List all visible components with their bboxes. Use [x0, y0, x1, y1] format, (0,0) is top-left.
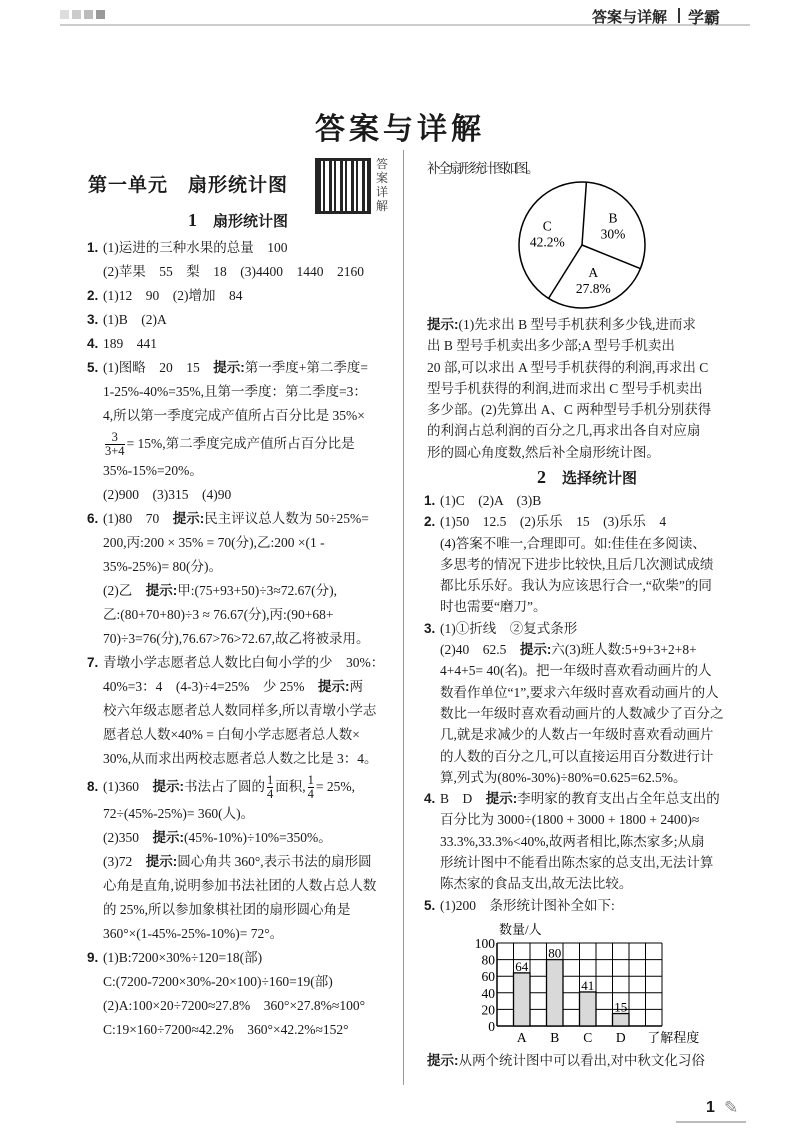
bar-d — [613, 1014, 630, 1026]
qr-code-icon[interactable] — [315, 158, 371, 214]
answer-text: (1)80 70 — [103, 511, 173, 526]
text-line — [427, 873, 747, 894]
hint-label: 提示: — [172, 511, 205, 526]
text-line — [90, 850, 395, 874]
hint-label: 提示: — [145, 854, 178, 869]
x-tick-label: C — [583, 1030, 593, 1045]
header-square — [60, 10, 69, 19]
hint-text: 六(3)班人数:5+9+3+2+8+ — [551, 642, 697, 658]
pencil-icon: ✎ — [724, 1098, 739, 1117]
text-line — [90, 404, 395, 428]
answer-text: (1)图略 20 15 — [103, 360, 214, 375]
text-line — [427, 399, 747, 420]
numerator: 3 — [111, 430, 118, 445]
hint-text: 第一季度+第二季度= — [244, 360, 368, 375]
question-number: 5. — [424, 897, 436, 913]
question-number: 3. — [424, 620, 436, 636]
hint-text: 甲:(75+93+50)÷3≈72.67(分), — [177, 583, 338, 598]
pie-slice-label: A — [588, 264, 599, 280]
hint-label: 提示: — [213, 360, 245, 375]
header-square — [84, 10, 93, 19]
question-number: 9. — [87, 950, 99, 965]
answer-text: (1)①折线 ②复式条形 — [440, 620, 578, 636]
answer-text: 70)÷3=76(分),76.67>76>72.67,故乙将被录用。 — [103, 631, 370, 646]
text-line — [90, 747, 395, 771]
answer-text: 的利润占总利润的百分之几,再求出各自对应扇 — [427, 423, 701, 439]
question-number: 1. — [424, 493, 436, 508]
y-tick-label: 0 — [488, 1019, 495, 1034]
column-divider — [403, 150, 404, 1085]
answer-text: 都比乐乐好。我认为应该思行合一,“砍柴”的同 — [440, 578, 712, 594]
hint-label: 提示: — [318, 679, 350, 694]
numerator: 1 — [267, 773, 274, 788]
question-number: 7. — [87, 655, 99, 670]
section-number: 1 — [187, 210, 197, 230]
text-line — [90, 826, 395, 850]
hint-text: 从两个统计图中可以看出,对中秋文化习俗 — [458, 1053, 705, 1068]
x-tick-label: D — [615, 1030, 626, 1045]
text-line — [427, 809, 747, 830]
denominator: 4 — [307, 787, 314, 802]
text-line — [90, 874, 395, 898]
answer-text: 360°×(1-45%-25%-10%)= 72°。 — [103, 926, 284, 941]
text-line — [90, 603, 395, 627]
text-line — [87, 236, 395, 260]
hint-label: 提示: — [152, 779, 184, 794]
question-number: 3. — [87, 312, 99, 327]
hint-text: (45%-10%)÷10%=350%。 — [184, 830, 332, 845]
answer-text: 35%-15%=20%。 — [103, 463, 203, 478]
answer-text: (1)50 12.5 (2)乐乐 15 (3)乐乐 4 — [440, 514, 667, 530]
text-line — [90, 428, 395, 459]
text-line — [427, 420, 747, 441]
text-line — [90, 699, 395, 723]
answer-text: 20 部,可以求出 A 型号手机获得的利润,再求出 C — [427, 359, 709, 375]
text-line — [90, 459, 395, 483]
question-number: 1. — [87, 240, 99, 255]
bar-c — [580, 992, 597, 1026]
text-line — [427, 357, 747, 378]
answer-text: 心角是直角,说明参加书法社团的人数占总人数 — [103, 878, 377, 893]
answer-text: (3)72 — [103, 854, 146, 869]
text-line — [90, 970, 395, 994]
question-number: 2. — [87, 288, 99, 303]
bar-chart — [455, 921, 715, 1045]
header-divider — [678, 8, 680, 23]
text-line — [87, 651, 395, 675]
hint-label: 提示: — [485, 791, 518, 807]
answer-text: C:19×160÷7200≈42.2% 360°×42.2%≈152° — [103, 1022, 349, 1037]
right-column — [424, 490, 747, 916]
hint-label: 提示: — [427, 317, 459, 332]
question-number: 4. — [424, 791, 436, 807]
answer-text: (1)12 90 (2)增加 84 — [103, 288, 243, 303]
y-axis-label: 数量/人 — [499, 922, 542, 937]
bar-b — [547, 960, 564, 1026]
text-line — [427, 639, 747, 660]
right-hint-block — [427, 314, 747, 463]
bar-value-label: 64 — [515, 958, 529, 974]
fraction — [267, 774, 273, 801]
text-line — [427, 1050, 747, 1071]
answer-text: (2)苹果 55 梨 18 (3)4400 1440 2160 — [103, 264, 364, 279]
text-line — [90, 579, 395, 603]
bar-a — [514, 973, 531, 1026]
question-number: 6. — [87, 511, 99, 526]
hint-text: (1)先求出 B 型号手机获利多少钱,进而求 — [458, 317, 696, 332]
y-tick-label: 40 — [481, 985, 495, 1001]
text-line — [90, 380, 395, 404]
answer-text: 时也需要“磨刀”。 — [440, 599, 547, 615]
hint-label: 提示: — [427, 1053, 459, 1068]
hint-text: 面积, — [275, 779, 306, 794]
bar-value-label: 80 — [548, 945, 562, 961]
text-line — [87, 507, 395, 531]
x-tick-label: A — [516, 1030, 527, 1045]
text-line — [424, 490, 747, 511]
answer-text: 校六年级志愿者总人数同样多,所以青墩小学志 — [103, 703, 377, 718]
question-number: 5. — [87, 360, 99, 375]
left-column — [87, 236, 395, 1042]
right-bottom-hint — [427, 1050, 747, 1071]
text-line: 补全扇形统计图如图。 — [427, 161, 537, 176]
answer-text: (1)B:7200×30%÷120=18(部) — [103, 950, 263, 965]
text-line — [87, 946, 395, 970]
answer-text: 形统计图中不能看出陈杰家的总支出,无法计算 — [440, 855, 714, 871]
text-line — [90, 994, 395, 1018]
text-line — [90, 483, 395, 507]
y-tick-label: 100 — [474, 936, 495, 951]
answer-text: C:(7200-7200×30%-20×100)÷160=19(部) — [103, 974, 333, 989]
hint-text: = 25%, — [315, 779, 355, 794]
text-line — [90, 260, 395, 284]
answer-text: 出 B 型号手机卖出多少部;A 型号手机卖出 — [427, 338, 675, 354]
right-intro — [427, 158, 747, 179]
text-line — [87, 771, 395, 802]
denominator: 3+4 — [105, 444, 125, 459]
qr-label: 答案详解 — [376, 157, 389, 213]
section-title: 扇形统计图 — [212, 213, 288, 230]
answer-text: (2)乙 — [103, 583, 146, 598]
denominator: 4 — [267, 787, 274, 802]
text-line — [427, 378, 747, 399]
text-line — [427, 554, 747, 575]
answer-text: 200,丙:200 × 35% = 70(分),乙:200 ×(1 - — [103, 535, 325, 550]
text-line — [90, 922, 395, 946]
y-tick-label: 20 — [481, 1002, 495, 1018]
answer-text: 40%=3：4 (4-3)÷4=25% 少 25% — [103, 679, 318, 694]
pie-slice-label: C — [542, 218, 552, 234]
answer-text: 数看作单位“1”,要求六年级时喜欢看动画片的人 — [440, 684, 719, 700]
text-line — [424, 618, 747, 639]
header-brand-logo: 学霸 — [688, 10, 721, 27]
answer-text: 型号手机获得的利润,进而求出 C 型号手机卖出 — [427, 380, 703, 396]
answer-text: (1)B (2)A — [103, 312, 167, 327]
answer-text: 1-25%-40%=35%,且第一季度：第二季度=3： — [103, 384, 367, 399]
answer-text: (1)C (2)A (3)B — [440, 493, 542, 508]
answer-text: 30%,从而求出两校志愿者总人数之比是 3：4。 — [103, 751, 378, 766]
text-line — [87, 308, 395, 332]
text-line — [427, 533, 747, 554]
hint-text: 民主评议总人数为 50÷25%= — [204, 511, 369, 526]
answer-text: (4)答案不唯一,合理即可。如:佳佳在多阅读、 — [440, 535, 706, 551]
text-line — [90, 1018, 395, 1042]
page-number: 1 — [706, 1099, 715, 1116]
hint-text: = 15%,第二季度完成产值所占百分比是 — [126, 436, 355, 451]
text-line — [90, 627, 395, 651]
pie-chart — [515, 180, 650, 312]
text-line — [424, 788, 747, 809]
answer-text: 189 441 — [103, 336, 157, 351]
answer-text: 的 25%,所以参加象棋社团的扇形圆心角是 — [103, 902, 351, 917]
answer-text: (2)900 (3)315 (4)90 — [103, 487, 232, 502]
text-line — [427, 314, 747, 335]
y-tick-label: 80 — [481, 952, 495, 968]
hint-text: 书法占了圆的 — [184, 779, 265, 794]
answer-text: 35%-25%)= 80(分)。 — [103, 559, 222, 574]
answer-text: 多少部。(2)先算出 A、C 两种型号手机分别获得 — [427, 402, 712, 418]
fraction — [308, 774, 314, 801]
hint-label: 提示: — [519, 642, 552, 658]
answer-text: 4+4+5= 40(名)。把一年级时喜欢看动画片的人 — [440, 663, 712, 679]
text-line — [427, 682, 747, 703]
question-number: 8. — [87, 779, 99, 794]
pie-slice-value: 27.8% — [575, 280, 611, 296]
answer-text: 数比一年级时喜欢看动画片的人数减少了百分之 — [440, 705, 724, 721]
pie-slice-value: 42.2% — [529, 234, 565, 250]
x-axis-label: 了解程度 — [647, 1030, 700, 1045]
numerator: 1 — [307, 773, 314, 788]
text-line — [424, 895, 747, 916]
answer-text: 多思考的情况下进步比较快,且后几次测试成绩 — [440, 556, 714, 572]
pie-slice-value: 30% — [600, 226, 626, 242]
y-tick-label: 60 — [481, 969, 495, 985]
header-title: 答案与详解 — [592, 9, 668, 26]
hint-text: 两 — [349, 679, 363, 694]
answer-text: B D — [440, 791, 486, 807]
text-line — [90, 802, 395, 826]
answer-text: 几,就是求减少的人数占一年级时喜欢看动画片 — [440, 727, 714, 743]
text-line — [424, 511, 747, 532]
text-line — [87, 356, 395, 380]
answer-text: 青墩小学志愿者总人数比白甸小学的少 30%： — [103, 655, 385, 670]
answer-text: 72÷(45%-25%)= 360(人)。 — [103, 806, 255, 821]
page-title: 答案与详解 — [315, 113, 485, 146]
header-square — [72, 10, 81, 19]
bar-value-label: 41 — [581, 977, 595, 993]
text-line — [90, 555, 395, 579]
text-line — [427, 724, 747, 745]
text-line — [90, 675, 395, 699]
bar-value-label: 15 — [614, 999, 628, 1015]
answer-text: 形的圆心角度数,然后补全扇形统计图。 — [427, 444, 660, 460]
answer-text: (2)A:100×20÷7200≈27.8% 360°×27.8%≈100° — [103, 998, 365, 1013]
pie-slice-label: B — [608, 210, 618, 226]
text-line — [427, 596, 747, 617]
hint-label: 提示: — [152, 830, 184, 845]
hint-text: 圆心角共 360°,表示书法的扇形圆 — [177, 854, 372, 869]
text-line — [427, 575, 747, 596]
answer-text: 算,列式为(80%-30%)÷80%=0.625=62.5%。 — [440, 769, 687, 785]
text-line — [90, 898, 395, 922]
text-line — [90, 723, 395, 747]
answer-text: 4,所以第一季度完成产值所占百分比是 35%× — [103, 408, 365, 423]
answer-text: (1)运进的三种水果的总量 100 — [103, 240, 288, 255]
text-line — [427, 852, 747, 873]
answer-text: 的人数的百分之几,可以直接运用百分数进行计 — [440, 748, 714, 764]
answer-text: 陈杰家的食品支出,故无法比较。 — [440, 876, 633, 892]
section-heading-2 — [427, 467, 747, 488]
text-line — [90, 531, 395, 555]
text-line — [427, 767, 747, 788]
text-line — [427, 442, 747, 463]
question-number: 4. — [87, 336, 99, 351]
answer-text: 乙:(80+70+80)÷3 ≈ 76.67(分),丙:(90+68+ — [103, 607, 334, 622]
text-line — [427, 703, 747, 724]
answer-text: 愿者总人数×40% = 白甸小学志愿者总人数× — [103, 727, 360, 742]
text-line — [87, 284, 395, 308]
text-line — [427, 335, 747, 356]
section-title: 选择统计图 — [561, 470, 637, 487]
answer-text: 百分比为 3000÷(1800 + 3000 + 1800 + 2400)≈ — [440, 812, 700, 828]
text-line — [87, 332, 395, 356]
section-heading-1 — [88, 210, 388, 231]
header-square — [96, 10, 105, 19]
text-line — [427, 746, 747, 767]
hint-label: 提示: — [145, 583, 178, 598]
unit-title: 第一单元 扇形统计图 — [88, 175, 289, 196]
hint-text: 李明家的教育支出占全年总支出的 — [517, 791, 720, 807]
answer-text: (2)40 62.5 — [440, 642, 520, 658]
answer-text: (1)360 — [103, 779, 153, 794]
x-tick-label: B — [550, 1030, 560, 1045]
answer-text: (1)200 条形统计图补全如下: — [440, 897, 615, 913]
text-line — [427, 831, 747, 852]
answer-text: (2)350 — [103, 830, 153, 845]
text-line — [427, 660, 747, 681]
section-number: 2 — [536, 467, 546, 487]
footer-rule — [676, 1121, 746, 1123]
fraction — [105, 431, 125, 458]
question-number: 2. — [424, 514, 436, 530]
answer-text: 33.3%,33.3%<40%,故两者相比,陈杰家多;从扇 — [440, 833, 705, 849]
